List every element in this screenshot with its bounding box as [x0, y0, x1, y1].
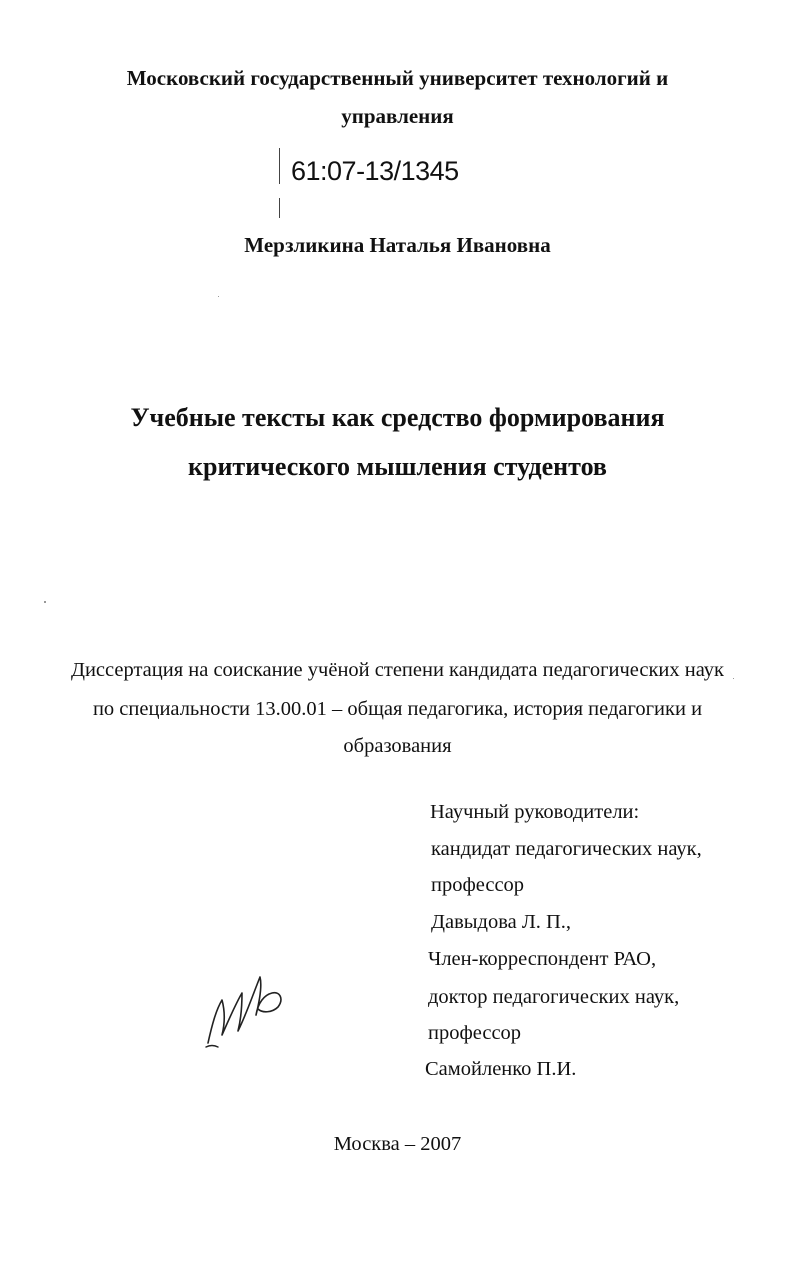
library-code: 61:07-13/1345 — [291, 156, 459, 186]
handwritten-signature — [200, 955, 290, 1055]
advisor-1-rank: профессор — [431, 874, 525, 896]
dissertation-title-line2: критического мышления студентов — [188, 452, 607, 481]
university-name-line2: управления — [341, 104, 454, 128]
advisor-1-degree: кандидат педагогических наук, — [431, 838, 702, 860]
author-name: Мерзликина Наталья Ивановна — [244, 233, 551, 257]
stamp-bar-top — [279, 148, 280, 184]
dissertation-description-line2: по специальности 13.00.01 – общая педагогика, история педагогики и — [92, 698, 703, 720]
advisors-heading: Научный руководители: — [430, 801, 640, 823]
scan-speck — [44, 601, 46, 603]
advisor-2-name: Самойленко П.И. — [425, 1058, 577, 1080]
advisor-2-rank: профессор — [428, 1022, 522, 1044]
scan-speck — [733, 678, 734, 679]
scan-speck — [218, 296, 219, 297]
university-name-line1: Московский государственный университет технологий и — [126, 66, 669, 90]
city-year: Москва – 2007 — [333, 1133, 462, 1155]
advisor-2-degree: доктор педагогических наук, — [428, 986, 680, 1008]
advisor-1-name: Давыдова Л. П., — [431, 911, 572, 933]
dissertation-description-line1: Диссертация на соискание учёной степени кандидата педагогических наук — [70, 659, 725, 681]
dissertation-title-line1: Учебные тексты как средство формирования — [130, 403, 665, 432]
advisor-2-membership: Член-корреспондент РАО, — [428, 948, 657, 970]
stamp-bar-bottom — [279, 198, 280, 218]
dissertation-description-line3: образования — [343, 735, 452, 757]
